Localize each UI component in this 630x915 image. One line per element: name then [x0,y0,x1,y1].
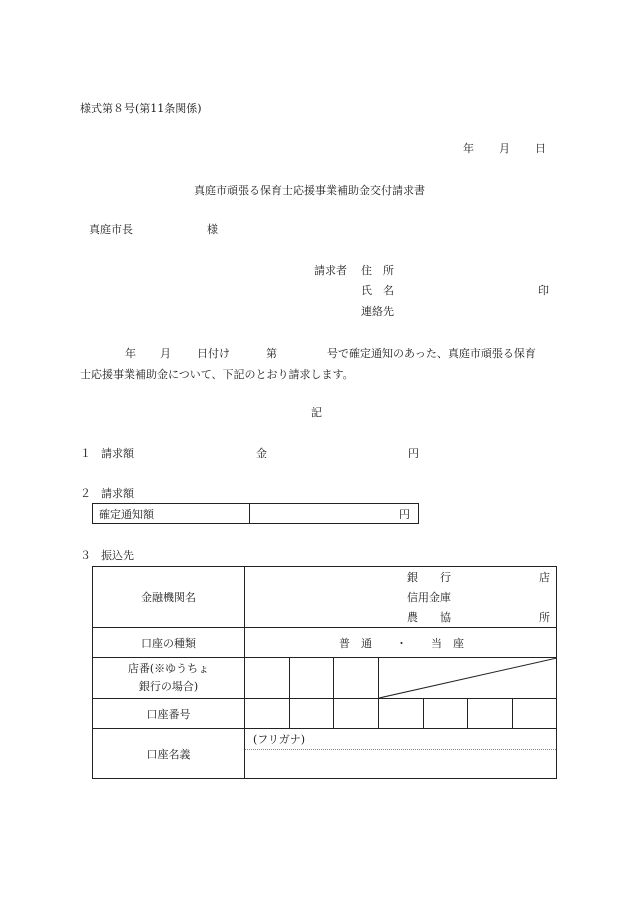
addressee-name: 真庭市長 [89,223,133,236]
section1-yen: 円 [408,447,419,460]
section1-kin: 金 [256,447,267,460]
body-dated: 日付け [197,347,230,360]
document-title: 真庭市頑張る保育士応援事業補助金交付請求書 [194,184,425,197]
body-line1-rest: 号で確定通知のあった、真庭市頑張る保育 [327,347,536,360]
account-number-digit-6[interactable] [468,699,513,729]
section1-number: １ [80,447,91,460]
body-month: 月 [160,347,171,360]
account-number-digit-3[interactable] [334,699,379,729]
addressee-honorific: 様 [207,223,218,236]
account-number-digit-7[interactable] [513,699,557,729]
account-type-cell[interactable] [245,628,557,658]
branch-number-label-line1: 店番(※ゆうちょ [127,662,210,675]
account-number-digit-2[interactable] [290,699,334,729]
requester-name-label: 氏 名 [361,284,394,297]
body-line2: 士応援事業補助金について、下記のとおり請求します。 [80,368,354,381]
account-number-label: 口座番号 [146,707,191,721]
branch-number-digit-3[interactable] [334,658,379,699]
account-number-label-cell [93,699,245,729]
bank-type-bank: 銀 行 [407,571,451,584]
transfer-table [92,566,557,779]
confirmed-amount-label-cell [93,504,250,524]
confirmed-amount-table [92,503,419,524]
bank-type-shinkin: 信用金庫 [407,591,451,604]
branch-type-sho: 所 [539,611,550,624]
bank-name-label-cell [93,567,245,628]
account-type-toza: 当 座 [431,637,464,650]
bank-name-cell[interactable] [245,567,557,628]
branch-number-label-line2: 銀行の場合) [138,680,199,693]
section1-label: 請求額 [101,447,134,460]
date-month: 月 [499,142,510,155]
account-holder-cell[interactable] [245,729,557,779]
branch-type-ten: 店 [539,571,550,584]
body-dai: 第 [266,347,277,360]
account-number-digit-4[interactable] [379,699,424,729]
account-number-digit-1[interactable] [245,699,290,729]
section2-label: 請求額 [101,487,134,500]
branch-number-label-cell [93,658,245,699]
confirmed-amount-label: 確定通知額 [99,507,154,521]
requester-contact-label: 連絡先 [361,305,394,318]
confirmed-amount-yen: 円 [399,507,410,521]
section3-number: ３ [80,549,91,562]
bank-name-label: 金融機関名 [141,591,196,604]
date-day: 日 [535,142,546,155]
body-year: 年 [125,347,136,360]
account-type-label-cell [93,628,245,658]
bank-type-nokyo: 農 協 [407,611,451,624]
ki-heading: 記 [311,406,322,419]
account-type-dot: ・ [396,637,407,650]
section2-number: ２ [80,487,91,500]
diagonal-slash [379,658,557,699]
branch-number-digit-1[interactable] [245,658,290,699]
account-type-futsu: 普 通 [339,637,372,650]
branch-number-unused-cell [379,658,557,699]
branch-number-digit-2[interactable] [290,658,334,699]
account-type-label: 口座の種類 [141,636,196,650]
account-holder-label: 口座名義 [146,747,191,761]
account-number-digit-5[interactable] [424,699,468,729]
date-year: 年 [463,142,474,155]
requester-seal: 印 [538,284,549,297]
form-number: 様式第８号(第11条関係) [80,102,202,115]
account-holder-label-cell [93,729,245,779]
confirmed-amount-value-cell[interactable] [250,504,419,524]
requester-address-label: 住 所 [361,264,394,277]
furigana-divider [245,749,556,750]
section3-label: 振込先 [101,549,134,562]
furigana-label: (フリガナ) [253,733,306,746]
requester-label: 請求者 [314,264,347,277]
